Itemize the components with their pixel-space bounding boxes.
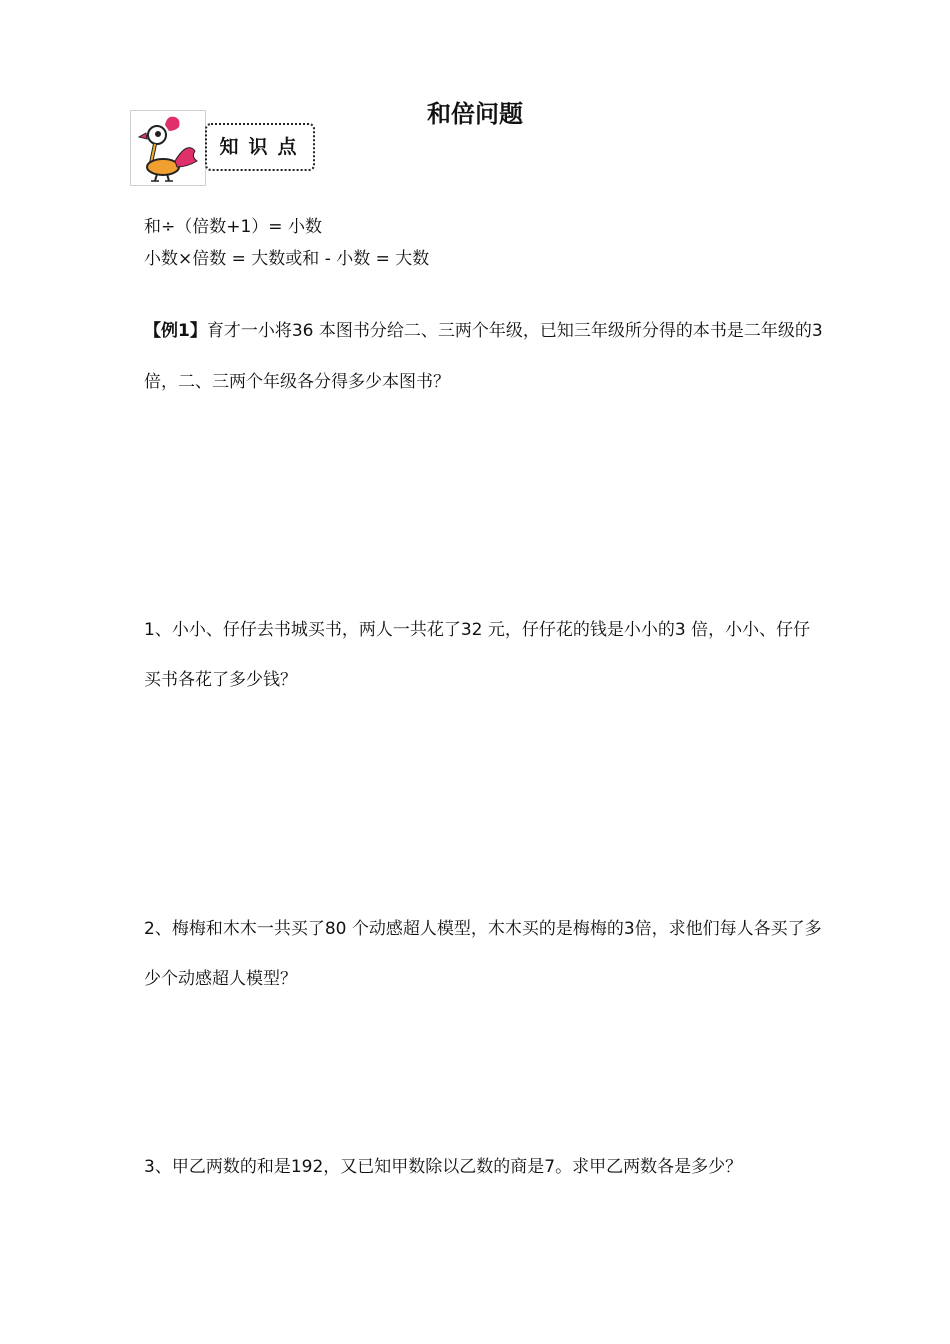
problem-3-line: 3、甲乙两数的和是192，又已知甲数除以乙数的商是7。求甲乙两数各是多少？ (144, 1157, 743, 1177)
problem-1-line: 1、小小、仔仔去书城买书，两人一共花了32 元，仔仔花的钱是小小的3 倍，小小、仔仔 (144, 620, 811, 640)
rooster-icon (131, 111, 205, 185)
problem-1-line: 买书各花了多少钱？ (144, 670, 297, 690)
formula-line: 小数×倍数 = 大数或和 - 小数 = 大数 (144, 249, 430, 269)
rooster-mascot-image (130, 110, 206, 186)
formula-line: 和÷（倍数+1）= 小数 (144, 217, 322, 237)
problem-2-line: 少个动感超人模型？ (144, 969, 297, 989)
example-question-line: 倍，二、三两个年级各分得多少本图书？ (144, 372, 450, 392)
knowledge-point-badge (205, 123, 315, 171)
example-question-line (144, 316, 823, 341)
example-text: 育才一小将36 本图书分给二、三两个年级，已知三年级所分得的本书是二年级的3 (206, 321, 823, 341)
example-tag: 【例1】 (144, 321, 207, 341)
page-title: 和倍问题 (427, 100, 523, 128)
problem-2-line: 2、梅梅和木木一共买了80 个动感超人模型，木木买的是梅梅的3倍，求他们每人各买了多 (144, 919, 822, 939)
knowledge-point-label: 知识点 (219, 136, 307, 158)
